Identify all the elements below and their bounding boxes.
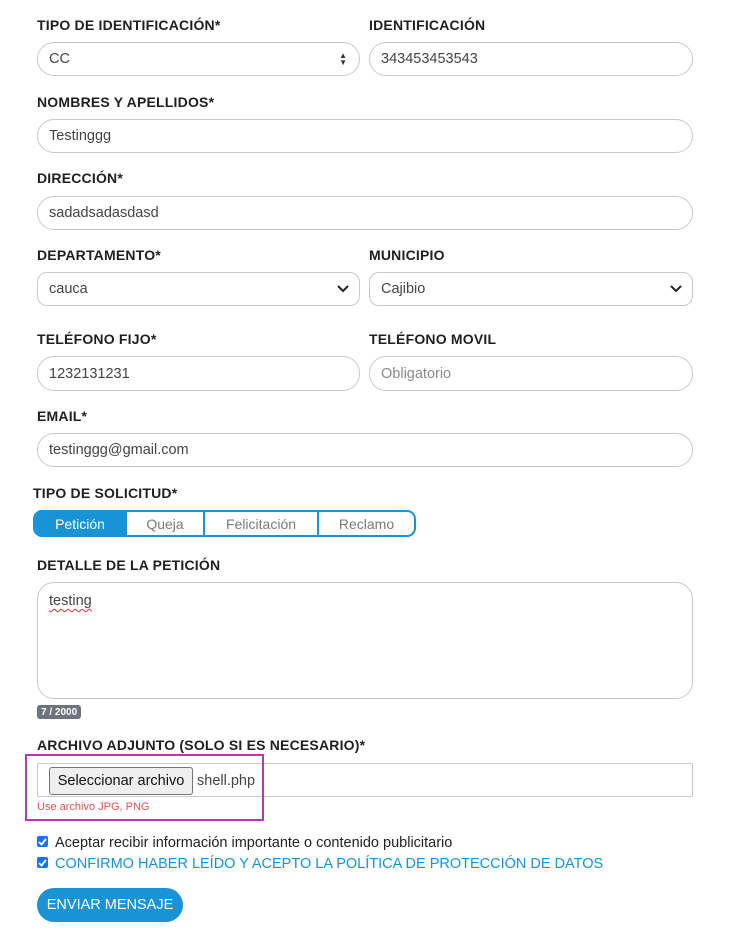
detalle-label: DETALLE DE LA PETICIÓN bbox=[37, 557, 221, 573]
tipo-identificacion-select[interactable] bbox=[37, 42, 360, 76]
telefono-fijo-input[interactable] bbox=[37, 356, 360, 391]
select-arrows-icon: ▲ ▼ bbox=[339, 51, 347, 67]
municipio-label: MUNICIPIO bbox=[369, 247, 445, 263]
direccion-input[interactable] bbox=[37, 196, 693, 230]
submit-button[interactable]: ENVIAR MENSAJE bbox=[37, 888, 183, 922]
email-label: EMAIL* bbox=[37, 408, 88, 424]
telefono-fijo-value: 1232131231 bbox=[49, 365, 130, 382]
nombres-value: Testinggg bbox=[49, 128, 112, 144]
tipo-identificacion-value: CC bbox=[49, 51, 70, 67]
municipio-select[interactable] bbox=[369, 272, 693, 306]
select-file-button[interactable]: Seleccionar archivo bbox=[49, 767, 193, 795]
departamento-select[interactable] bbox=[37, 272, 360, 306]
telefono-fijo-label: TELÉFONO FIJO* bbox=[37, 331, 157, 347]
telefono-movil-label: TELÉFONO MOVIL bbox=[369, 331, 497, 347]
telefono-movil-placeholder: Obligatorio bbox=[381, 365, 452, 382]
chevron-down-icon bbox=[670, 285, 682, 293]
nombres-input[interactable] bbox=[37, 119, 693, 153]
character-counter: 7 / 2000 bbox=[37, 705, 81, 719]
nombres-label: NOMBRES Y APELLIDOS* bbox=[37, 94, 215, 110]
option-queja[interactable]: Queja bbox=[127, 512, 205, 535]
departamento-label: DEPARTAMENTO* bbox=[37, 247, 161, 263]
identificacion-label: IDENTIFICACIÓN bbox=[369, 17, 486, 33]
file-format-hint: Use archivo JPG, PNG bbox=[37, 801, 150, 813]
detalle-value: testing bbox=[49, 593, 92, 609]
telefono-movil-input[interactable] bbox=[369, 356, 693, 391]
identificacion-input[interactable] bbox=[369, 42, 693, 76]
detalle-textarea[interactable] bbox=[37, 582, 693, 699]
option-reclamo[interactable]: Reclamo bbox=[338, 515, 395, 532]
departamento-value: cauca bbox=[49, 281, 88, 297]
email-value: testinggg@gmail.com bbox=[49, 442, 189, 458]
tipo-solicitud-label: TIPO DE SOLICITUD* bbox=[33, 485, 178, 501]
tipo-identificacion-label: TIPO DE IDENTIFICACIÓN* bbox=[37, 17, 221, 33]
option-felicitacion[interactable]: Felicitación bbox=[205, 512, 319, 535]
highlight-box bbox=[25, 754, 264, 821]
checkbox-publicidad-label: Aceptar recibir información importante o contenido publicitario bbox=[55, 835, 453, 851]
option-peticion[interactable]: Petición bbox=[35, 512, 127, 535]
municipio-value: Cajibio bbox=[381, 281, 426, 297]
politica-link[interactable]: CONFIRMO HABER LEÍDO Y ACEPTO LA POLÍTICA DE PROTECCIÓN DE DATOS bbox=[55, 856, 604, 872]
direccion-label: DIRECCIÓN* bbox=[37, 170, 124, 186]
checkbox-publicidad[interactable] bbox=[37, 836, 48, 847]
checkmark-icon bbox=[38, 838, 47, 846]
checkbox-politica[interactable] bbox=[37, 857, 48, 868]
tipo-solicitud-toggle bbox=[33, 510, 416, 537]
identificacion-value: 343453453543 bbox=[381, 51, 478, 67]
chevron-down-icon bbox=[337, 285, 349, 293]
direccion-value: sadadsadasdasd bbox=[49, 205, 159, 221]
archivo-label: ARCHIVO ADJUNTO (SOLO SI ES NECESARIO)* bbox=[37, 737, 366, 753]
email-input[interactable] bbox=[37, 433, 693, 467]
selected-file-name: shell.php bbox=[197, 773, 256, 789]
checkmark-icon bbox=[38, 859, 47, 867]
